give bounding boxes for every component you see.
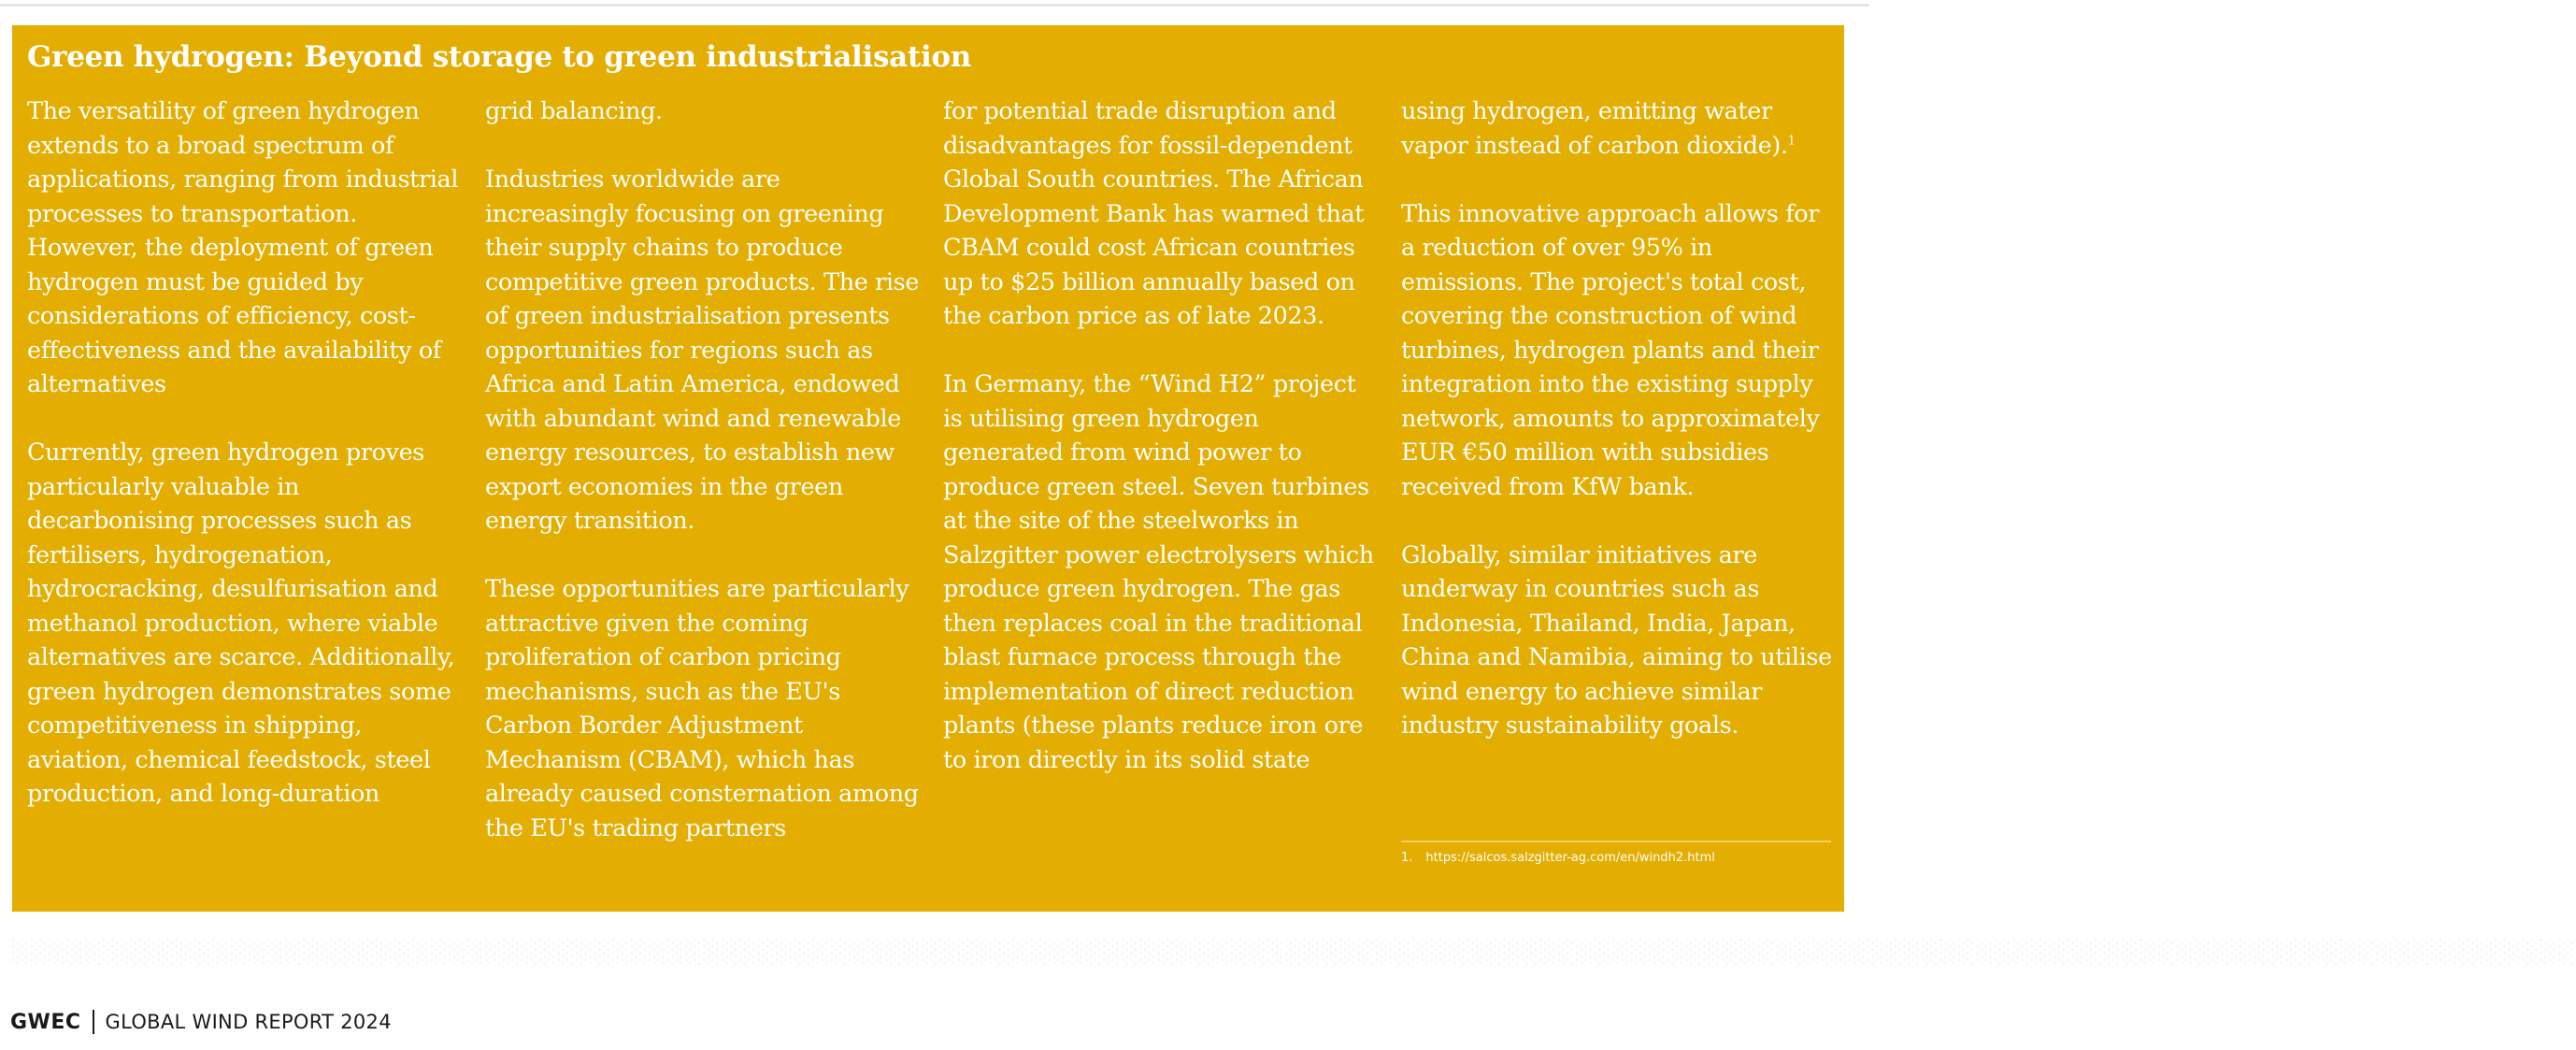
footer-separator (93, 1010, 94, 1034)
text-column-4 (1401, 94, 1836, 743)
gwec-logo: GWEC (10, 1010, 81, 1034)
paragraph: Globally, similar initiatives are underway in countries such as Indonesia, Thailand, India, Japan, China and Namibia, aiming to utilise wind energy to achieve similar industry sustainability goals. (1401, 540, 1832, 740)
paragraph: for potential trade disruption and disadvantages for fossil-dependent Global South countries. The African Development Bank has warned that CBAM could cost African countries up to $25 billion annually based on the carbon price as of late 2023. (943, 97, 1365, 330)
footnote-reference[interactable]: 1 (1787, 134, 1796, 148)
footnote (1401, 841, 1831, 867)
report-title: GLOBAL WIND REPORT 2024 (105, 1011, 392, 1033)
feature-box (12, 25, 1844, 912)
text-column-2 (485, 94, 920, 845)
top-divider (0, 4, 1869, 7)
paragraph: These opportunities are particularly attractive given the coming proliferation of carbon pricing mechanisms, such as the EU's Carbon Border Adjustment Mechanism (CBAM), which has already caused consternation among the EU's trading partners (485, 575, 919, 842)
paragraph: Industries worldwide are increasingly focusing on greening their supply chains to produce competitive green products. The rise of green industrialisation presents opportunities for regions such as Africa and Latin America, endowed with abundant wind and renewable energy resources, to establish new export economies in the green energy transition. (485, 165, 920, 535)
paragraph-text: using hydrogen, emitting water vapor instead of carbon dioxide). (1401, 97, 1788, 160)
paragraph-with-footnote (1401, 94, 1836, 163)
footnote-link[interactable]: https://salcos.salzgitter-ag.com/en/windh2.html (1425, 851, 1715, 865)
paragraph: Currently, green hydrogen proves particularly valuable in decarbonising processes such as fertilisers, hydrogenation, hydrocracking, desulfurisation and methanol production, where viable alternatives are scarce. Additionally, green hydrogen demonstrates some competitiveness in shipping, aviation, chemical feedstock, steel production, and long-duration (27, 439, 455, 808)
paragraph: The versatility of green hydrogen extends to a broad spectrum of applications, ranging from industrial processes to transportation. However, the deployment of green hydrogen must be guided by considerations of efficiency, cost-effectiveness and the availability of alternatives (27, 97, 459, 398)
footnote-number: 1. (1401, 851, 1413, 865)
paragraph: In Germany, the “Wind H2” project is utilising green hydrogen generated from wind power to produce green steel. Seven turbines at the site of the steelworks in Salzgitter power electrolysers which produce green hydrogen. The gas then replaces coal in the traditional blast furnace process through the implementation of direct reduction plants (these plants reduce iron ore to iron directly in its solid state (943, 370, 1374, 774)
page-footer (10, 1010, 392, 1034)
paragraph: This innovative approach allows for a reduction of over 95% in emissions. The project's total cost, covering the construction of wind turbines, hydrogen plants and their integration into the existing supply network, amounts to approximately EUR €50 million with subsidies received from KfW bank. (1401, 199, 1820, 501)
faint-background-text: ░░░░░░░░░░░░░░░░░░░░░░░░░░░░░░░░░░░░░░░░░░░░░░░░░░░░░░░░░░░░░░░░░░░░░░░░░░░░░░░░░░░░░░░░░░░░░░░░░░░░░░░░░░░░░░░░░░░░░░░░░░░░░░░░░░░░░░░░░░░░░ (12, 939, 2576, 965)
text-column-1 (27, 94, 462, 812)
box-title: Green hydrogen: Beyond storage to green industrialisation (27, 40, 972, 74)
paragraph: grid balancing. (485, 97, 663, 125)
text-column-3 (943, 94, 1378, 777)
